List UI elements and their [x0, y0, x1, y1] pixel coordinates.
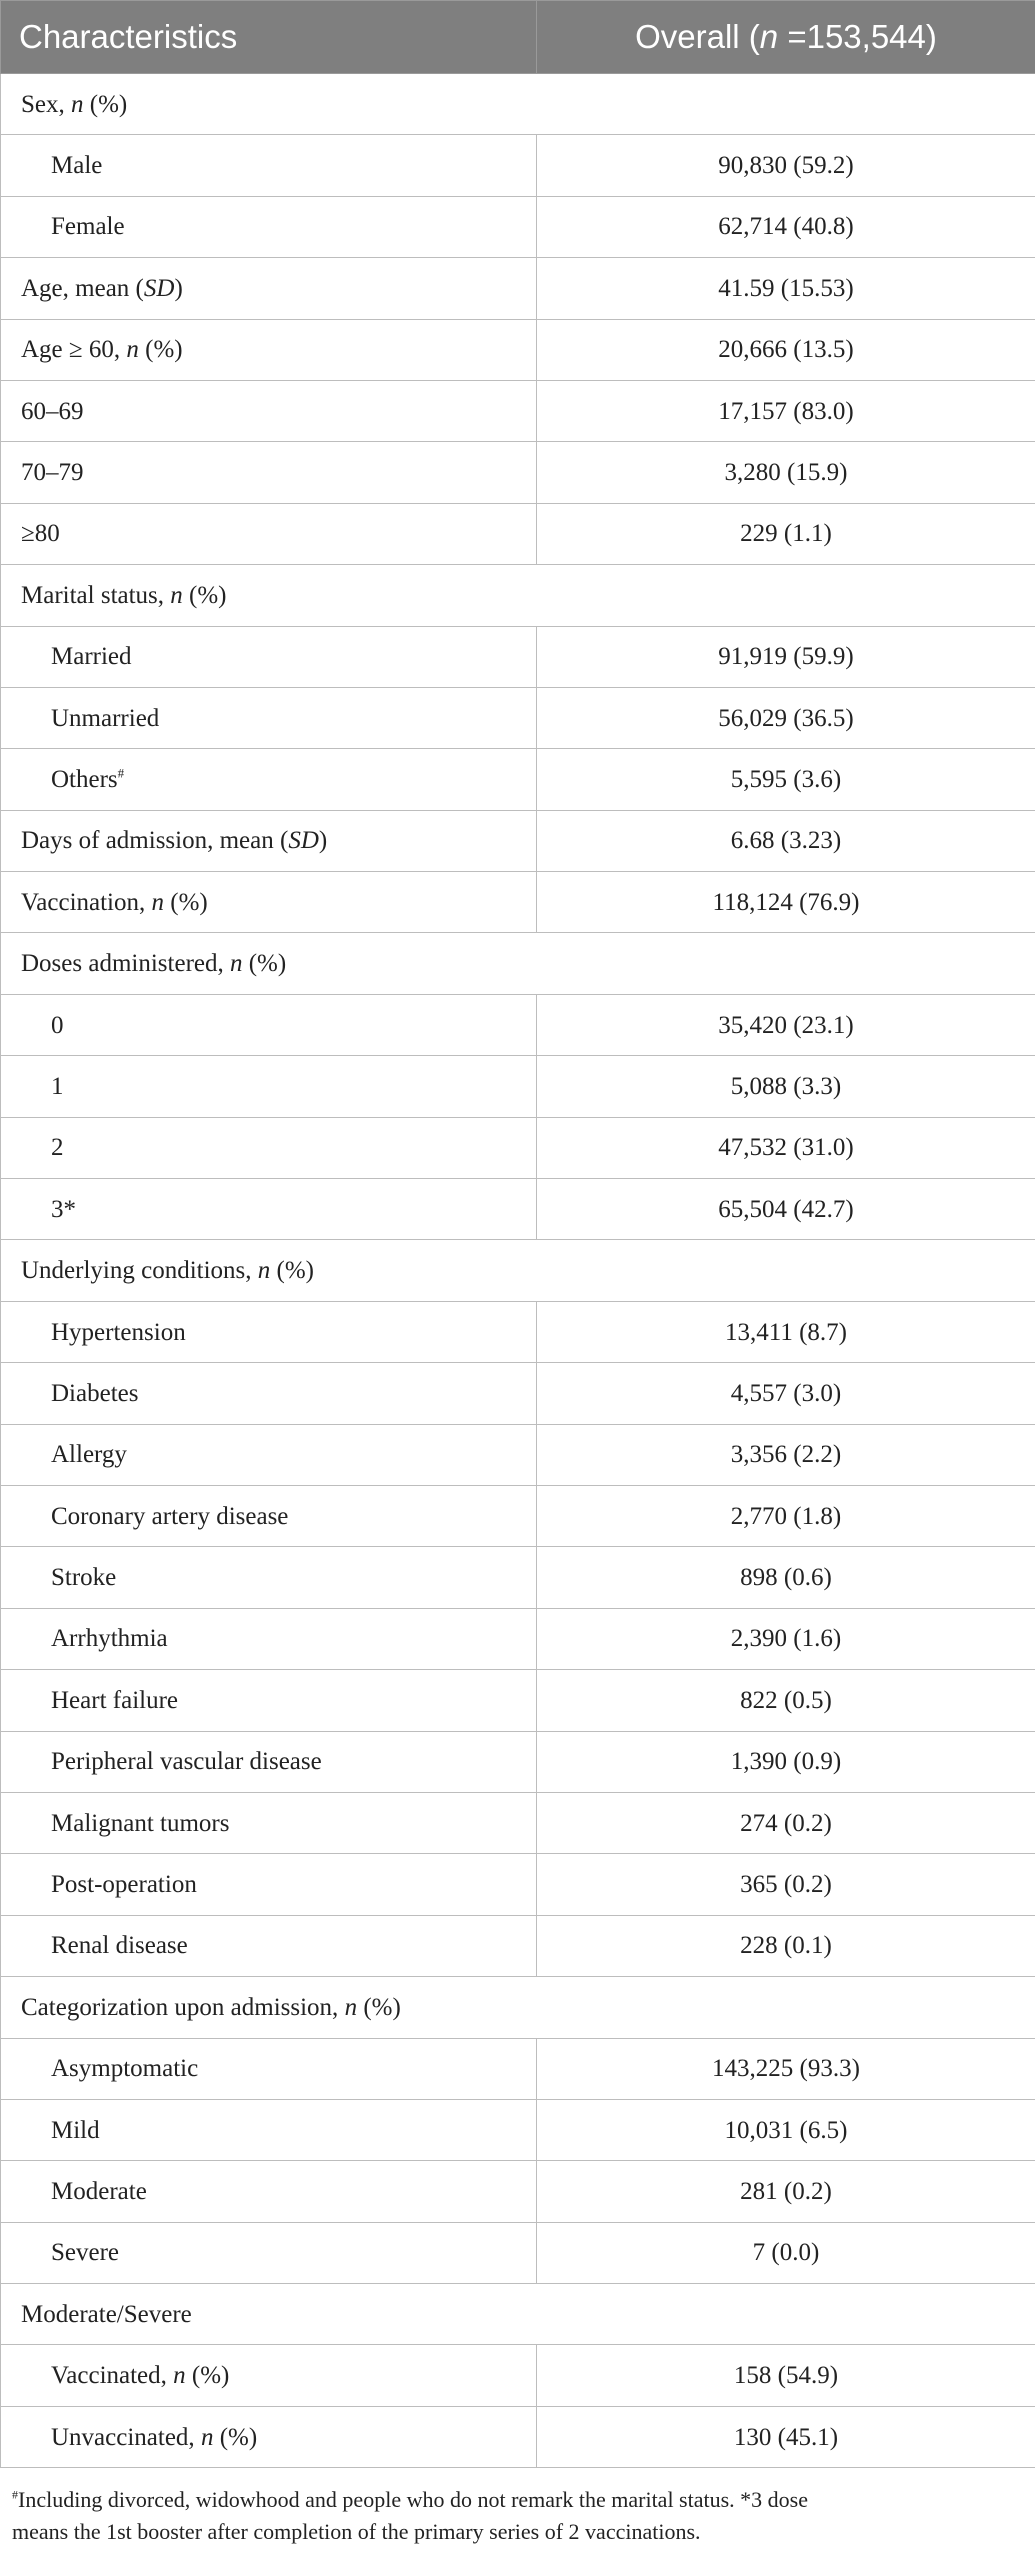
section-label — [1, 565, 1035, 626]
section-label — [1, 933, 1035, 994]
label-text: Age ≥ 60, — [21, 336, 127, 364]
table-row — [1, 1485, 1035, 1546]
label-text: Unvaccinated, — [51, 2423, 201, 2451]
row-label — [1, 1854, 537, 1915]
table-row — [1, 1301, 1035, 1362]
row-value: 17,157 (83.0) — [537, 380, 1035, 441]
label-suffix: (%) — [357, 1993, 401, 2021]
label-text: Mild — [51, 2116, 100, 2144]
label-italic: n — [71, 90, 84, 118]
table-row — [1, 1363, 1035, 1424]
row-label — [1, 1547, 537, 1608]
table-row — [1, 258, 1035, 319]
table-row — [1, 135, 1035, 196]
header-overall-n: n — [759, 18, 779, 55]
label-text: Age, mean ( — [21, 274, 144, 302]
label-text: Female — [51, 213, 125, 241]
section-label — [1, 1977, 1035, 2038]
table-row — [1, 2406, 1035, 2467]
label-text: Heart failure — [51, 1686, 179, 1714]
table-row — [1, 687, 1035, 748]
label-text: ≥80 — [21, 520, 60, 548]
label-text: Married — [51, 643, 132, 671]
label-suffix: (%) — [242, 950, 287, 978]
row-value: 7 (0.0) — [537, 2222, 1035, 2283]
row-value: 47,532 (31.0) — [537, 1117, 1035, 1178]
label-text: Days of admission, mean ( — [21, 827, 289, 855]
row-label — [1, 1424, 537, 1485]
label-italic: n — [151, 888, 165, 916]
table-row — [1, 2038, 1035, 2099]
label-text: Asymptomatic — [51, 2055, 199, 2083]
row-value: 898 (0.6) — [537, 1547, 1035, 1608]
table-row — [1, 1670, 1035, 1731]
label-suffix: ) — [318, 827, 328, 855]
label-footnote-mark: # — [117, 765, 125, 781]
table-row — [1, 1424, 1035, 1485]
table-row — [1, 1854, 1035, 1915]
table-row — [1, 810, 1035, 871]
table-row — [1, 1792, 1035, 1853]
label-italic: n — [344, 1993, 358, 2021]
footnote-text-1: Including divorced, widowhood and people who do not remark the marital status. *3 dose — [18, 2487, 808, 2512]
row-label — [1, 1056, 537, 1117]
row-label — [1, 2161, 537, 2222]
label-text: Others — [51, 765, 118, 793]
row-value: 62,714 (40.8) — [537, 196, 1035, 257]
row-value: 4,557 (3.0) — [537, 1363, 1035, 1424]
row-label — [1, 503, 537, 564]
row-label — [1, 135, 537, 196]
table-row — [1, 2161, 1035, 2222]
header-characteristics: Characteristics — [1, 1, 537, 74]
row-label — [1, 626, 537, 687]
label-suffix: (%) — [83, 90, 128, 118]
row-label — [1, 1608, 537, 1669]
label-italic: SD — [143, 274, 175, 302]
label-suffix: (%) — [213, 2423, 258, 2451]
label-suffix: (%) — [270, 1257, 315, 1285]
footnote-mark: # — [12, 2487, 18, 2502]
label-italic: n — [173, 2362, 186, 2390]
row-label — [1, 1915, 537, 1976]
label-suffix: (%) — [182, 581, 227, 609]
table-row — [1, 1117, 1035, 1178]
label-text: Categorization upon admission, — [21, 1993, 345, 2021]
row-value: 130 (45.1) — [537, 2406, 1035, 2467]
label-text: Hypertension — [51, 1318, 186, 1346]
label-text: Male — [51, 152, 103, 180]
row-value: 3,356 (2.2) — [537, 1424, 1035, 1485]
row-value: 13,411 (8.7) — [537, 1301, 1035, 1362]
row-label — [1, 1792, 537, 1853]
row-value: 274 (0.2) — [537, 1792, 1035, 1853]
row-label — [1, 1301, 537, 1362]
table-row — [1, 2222, 1035, 2283]
header-overall-prefix: Overall ( — [635, 18, 760, 55]
table-row — [1, 2345, 1035, 2406]
table-row — [1, 1608, 1035, 1669]
label-italic: n — [200, 2423, 214, 2451]
section-row — [1, 74, 1035, 135]
label-text: Vaccination, — [21, 888, 152, 916]
section-label — [1, 1240, 1035, 1301]
section-row — [1, 1240, 1035, 1301]
row-value: 65,504 (42.7) — [537, 1179, 1035, 1240]
row-value: 158 (54.9) — [537, 2345, 1035, 2406]
table-row — [1, 1179, 1035, 1240]
table-row — [1, 749, 1035, 810]
table-header — [1, 1, 1035, 74]
label-suffix: (%) — [164, 888, 208, 916]
table-row — [1, 196, 1035, 257]
label-text: Peripheral vascular disease — [51, 1748, 322, 1776]
row-value: 41.59 (15.53) — [537, 258, 1035, 319]
section-label — [1, 2284, 1035, 2345]
table-row — [1, 319, 1035, 380]
row-value: 35,420 (23.1) — [537, 994, 1035, 1055]
section-row — [1, 565, 1035, 626]
row-label — [1, 1117, 537, 1178]
label-italic: n — [126, 336, 139, 364]
label-text: Moderate/Severe — [21, 2300, 192, 2328]
section-label — [1, 74, 1035, 135]
row-label — [1, 687, 537, 748]
label-text: Arrhythmia — [51, 1625, 168, 1653]
label-text: Vaccinated, — [51, 2362, 174, 2390]
label-text: Severe — [51, 2239, 120, 2267]
row-label — [1, 872, 537, 933]
label-italic: SD — [288, 827, 319, 855]
label-text: 3* — [51, 1195, 76, 1223]
row-label — [1, 1363, 537, 1424]
label-text: 2 — [51, 1134, 64, 1162]
row-value: 365 (0.2) — [537, 1854, 1035, 1915]
row-value: 1,390 (0.9) — [537, 1731, 1035, 1792]
row-label — [1, 2099, 537, 2160]
table-row — [1, 1915, 1035, 1976]
label-text: Coronary artery disease — [51, 1502, 289, 1530]
table-row — [1, 1731, 1035, 1792]
label-text: Moderate — [51, 2177, 147, 2205]
footnote-line-2: means the 1st booster after completion of the primary series of 2 vaccinations. — [12, 2519, 701, 2544]
label-italic: n — [257, 1257, 271, 1285]
footnote — [12, 2484, 1024, 2548]
row-label — [1, 2222, 537, 2283]
row-label — [1, 2038, 537, 2099]
label-text: Diabetes — [51, 1379, 139, 1407]
row-value: 118,124 (76.9) — [537, 872, 1035, 933]
header-overall-suffix: =153,544) — [778, 18, 937, 55]
label-italic: n — [229, 950, 243, 978]
row-value: 90,830 (59.2) — [537, 135, 1035, 196]
row-label — [1, 749, 537, 810]
section-row — [1, 933, 1035, 994]
row-value: 228 (0.1) — [537, 1915, 1035, 1976]
table-row — [1, 503, 1035, 564]
table-row — [1, 442, 1035, 503]
label-text: Stroke — [51, 1564, 117, 1592]
row-label — [1, 810, 537, 871]
row-label — [1, 442, 537, 503]
label-text: Malignant tumors — [51, 1809, 230, 1837]
label-text: 0 — [51, 1011, 64, 1039]
row-value: 229 (1.1) — [537, 503, 1035, 564]
row-value: 10,031 (6.5) — [537, 2099, 1035, 2160]
table-row — [1, 626, 1035, 687]
row-label — [1, 319, 537, 380]
row-value: 281 (0.2) — [537, 2161, 1035, 2222]
section-row — [1, 1977, 1035, 2038]
header-overall — [537, 1, 1035, 74]
label-text: Allergy — [51, 1441, 127, 1469]
row-value: 56,029 (36.5) — [537, 687, 1035, 748]
row-value: 91,919 (59.9) — [537, 626, 1035, 687]
label-suffix: ) — [174, 274, 183, 302]
row-value: 143,225 (93.3) — [537, 2038, 1035, 2099]
row-value: 822 (0.5) — [537, 1670, 1035, 1731]
label-text: Post-operation — [51, 1871, 197, 1899]
table-row — [1, 380, 1035, 441]
header-row — [1, 1, 1035, 74]
table-row — [1, 872, 1035, 933]
row-label — [1, 1731, 537, 1792]
row-label — [1, 2406, 537, 2467]
table-row — [1, 994, 1035, 1055]
row-label — [1, 2345, 537, 2406]
row-value: 6.68 (3.23) — [537, 810, 1035, 871]
label-text: 70–79 — [21, 459, 84, 487]
row-value: 20,666 (13.5) — [537, 319, 1035, 380]
table-row — [1, 1056, 1035, 1117]
row-value: 5,595 (3.6) — [537, 749, 1035, 810]
label-text: Doses administered, — [21, 950, 230, 978]
table-row — [1, 1547, 1035, 1608]
row-label — [1, 258, 537, 319]
label-italic: n — [170, 581, 183, 609]
row-label — [1, 196, 537, 257]
label-text: Sex, — [21, 90, 71, 118]
row-value: 2,390 (1.6) — [537, 1608, 1035, 1669]
table-row — [1, 2099, 1035, 2160]
row-label — [1, 1670, 537, 1731]
row-label — [1, 1485, 537, 1546]
row-value: 2,770 (1.8) — [537, 1485, 1035, 1546]
label-text: Underlying conditions, — [21, 1257, 258, 1285]
label-suffix: (%) — [185, 2362, 230, 2390]
label-text: Renal disease — [51, 1932, 188, 1960]
row-label — [1, 1179, 537, 1240]
footnote-line-1 — [12, 2484, 1024, 2516]
table-body — [1, 74, 1035, 2468]
row-label — [1, 380, 537, 441]
row-value: 5,088 (3.3) — [537, 1056, 1035, 1117]
label-text: Marital status, — [21, 581, 171, 609]
row-label — [1, 994, 537, 1055]
label-text: 60–69 — [21, 397, 84, 425]
label-suffix: (%) — [138, 336, 183, 364]
label-text: Unmarried — [51, 704, 160, 732]
row-value: 3,280 (15.9) — [537, 442, 1035, 503]
section-row — [1, 2284, 1035, 2345]
label-text: 1 — [51, 1072, 64, 1100]
